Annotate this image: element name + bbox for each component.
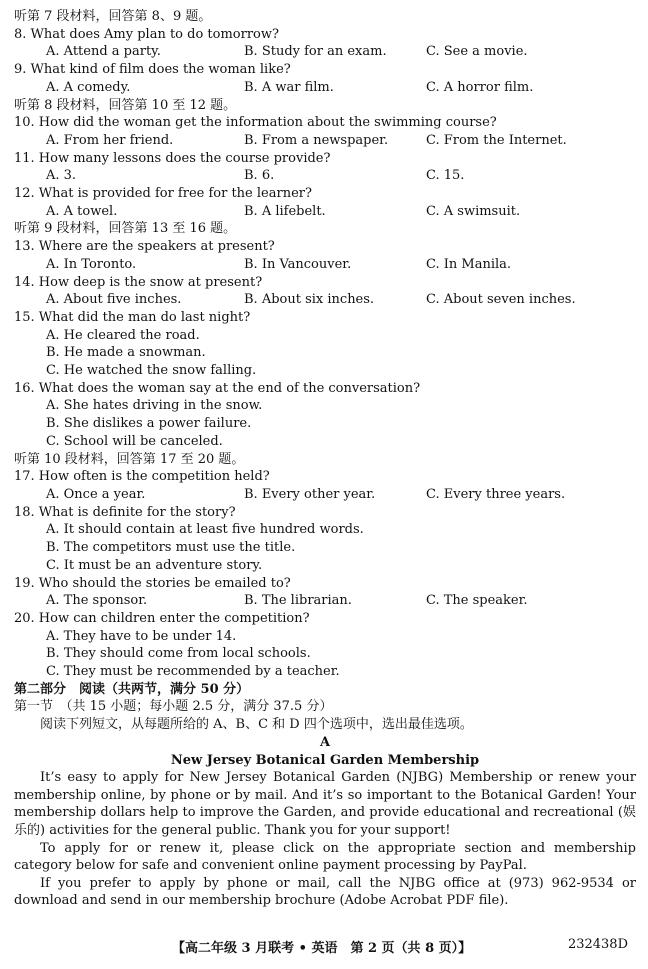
option-c: C. From the Internet. <box>426 132 567 148</box>
option-c: C. A horror film. <box>426 79 534 95</box>
option-b: B. Study for an exam. <box>244 44 387 60</box>
part-two-heading: 第二部分 阅读（共两节，满分 50 分） <box>14 681 250 697</box>
question-18: 18. What is definite for the story? <box>14 504 236 520</box>
option-c: C. They must be recommended by a teacher. <box>46 664 340 680</box>
section-heading-8: 听第 8 段材料，回答第 10 至 12 题。 <box>14 97 237 113</box>
options-9 <box>14 79 636 97</box>
option-c: C. It must be an adventure story. <box>46 557 263 573</box>
option-c: C. The speaker. <box>426 593 528 609</box>
section-heading-10: 听第 10 段材料，回答第 17 至 20 题。 <box>14 451 245 467</box>
option-b: B. He made a snowman. <box>46 345 206 361</box>
option-a: A. In Toronto. <box>46 256 137 272</box>
question-16: 16. What does the woman say at the end of the conversation? <box>14 380 421 396</box>
footer-title: 【高二年级 3 月联考 • 英语 第 2 页（共 8 页）】 <box>172 941 472 956</box>
option-c: C. 15. <box>426 168 465 184</box>
option-c: C. A swimsuit. <box>426 203 521 219</box>
option-b: B. From a newspaper. <box>244 132 389 148</box>
option-b: B. The librarian. <box>244 593 352 609</box>
option-a: A. He cleared the road. <box>46 327 200 343</box>
option-a: A. She hates driving in the snow. <box>46 398 263 414</box>
option-c: C. About seven inches. <box>426 292 576 308</box>
option-b: B. She dislikes a power failure. <box>46 416 252 432</box>
passage-title: New Jersey Botanical Garden Membership <box>170 752 480 768</box>
option-a: A. Once a year. <box>46 486 146 502</box>
option-c: C. See a movie. <box>426 44 528 60</box>
exam-page <box>14 8 636 910</box>
option-b: B. A war film. <box>244 79 334 95</box>
option-c: C. In Manila. <box>426 256 512 272</box>
option-b: B. 6. <box>244 168 275 184</box>
question-11: 11. How many lessons does the course provide? <box>14 150 331 166</box>
option-a: A. Attend a party. <box>46 44 161 60</box>
options-11 <box>14 167 636 185</box>
options-17 <box>14 486 636 504</box>
question-12: 12. What is provided for free for the learner? <box>14 186 312 202</box>
passage-paragraph-2: To apply for or renew it, please click on the appropriate section and membership category below for safe and convenient online payment processing by PayPal. <box>14 840 636 874</box>
section-heading-7: 听第 7 段材料，回答第 8、9 题。 <box>14 9 212 24</box>
options-14 <box>14 291 636 309</box>
options-19 <box>14 592 636 610</box>
option-b: B. Every other year. <box>244 486 376 502</box>
option-c: C. Every three years. <box>426 486 566 502</box>
section-one-heading: 第一节 （共 15 小题；每小题 2.5 分，满分 37.5 分） <box>14 699 333 715</box>
option-a: A. 3. <box>46 168 77 184</box>
footer-code: 232438D <box>567 937 628 952</box>
question-9: 9. What kind of film does the woman like? <box>14 62 291 78</box>
question-20: 20. How can children enter the competition? <box>14 610 310 626</box>
option-a: A. A comedy. <box>46 79 131 95</box>
option-a: A. They have to be under 14. <box>46 628 237 644</box>
option-a: A. From her friend. <box>46 132 174 148</box>
passage-paragraph-3: If you prefer to apply by phone or mail, call the NJBG office at (973) 962-9534 or download and send in our membership brochure (Adobe Acrobat PDF file). <box>14 875 636 909</box>
options-8 <box>14 43 636 61</box>
question-14: 14. How deep is the snow at present? <box>14 274 263 290</box>
option-b: B. About six inches. <box>244 292 375 308</box>
option-a: A. About five inches. <box>46 292 182 308</box>
options-12 <box>14 203 636 221</box>
passage-paragraph-1: It’s easy to apply for New Jersey Botanical Garden (NJBG) Membership or renew your membership online, by phone or by mail. And it’s so important to the Botanical Garden! Your membership dollars help to improve the Garden, and provide educational and recreational (娱乐的) activities for the general public. Thank you for your support! <box>14 770 636 839</box>
question-19: 19. Who should the stories be emailed to? <box>14 575 291 591</box>
option-b: B. The competitors must use the title. <box>46 540 296 556</box>
option-b: B. They should come from local schools. <box>46 646 311 662</box>
option-a: A. The sponsor. <box>46 593 148 609</box>
passage-letter: A <box>319 734 331 750</box>
option-c: C. School will be canceled. <box>46 433 223 449</box>
options-13 <box>14 256 636 274</box>
question-8: 8. What does Amy plan to do tomorrow? <box>14 26 279 42</box>
option-c: C. He watched the snow falling. <box>46 363 257 379</box>
question-13: 13. Where are the speakers at present? <box>14 239 275 255</box>
options-10 <box>14 132 636 150</box>
question-15: 15. What did the man do last night? <box>14 309 251 325</box>
section-heading-9: 听第 9 段材料，回答第 13 至 16 题。 <box>14 221 237 237</box>
question-10: 10. How did the woman get the information about the swimming course? <box>14 115 497 131</box>
option-b: B. In Vancouver. <box>244 256 352 272</box>
option-b: B. A lifebelt. <box>244 203 326 219</box>
reading-instruction: 阅读下列短文，从每题所给的 A、B、C 和 D 四个选项中，选出最佳选项。 <box>40 717 473 733</box>
option-a: A. It should contain at least five hundred words. <box>46 522 364 538</box>
question-17: 17. How often is the competition held? <box>14 469 270 485</box>
option-a: A. A towel. <box>46 203 118 219</box>
